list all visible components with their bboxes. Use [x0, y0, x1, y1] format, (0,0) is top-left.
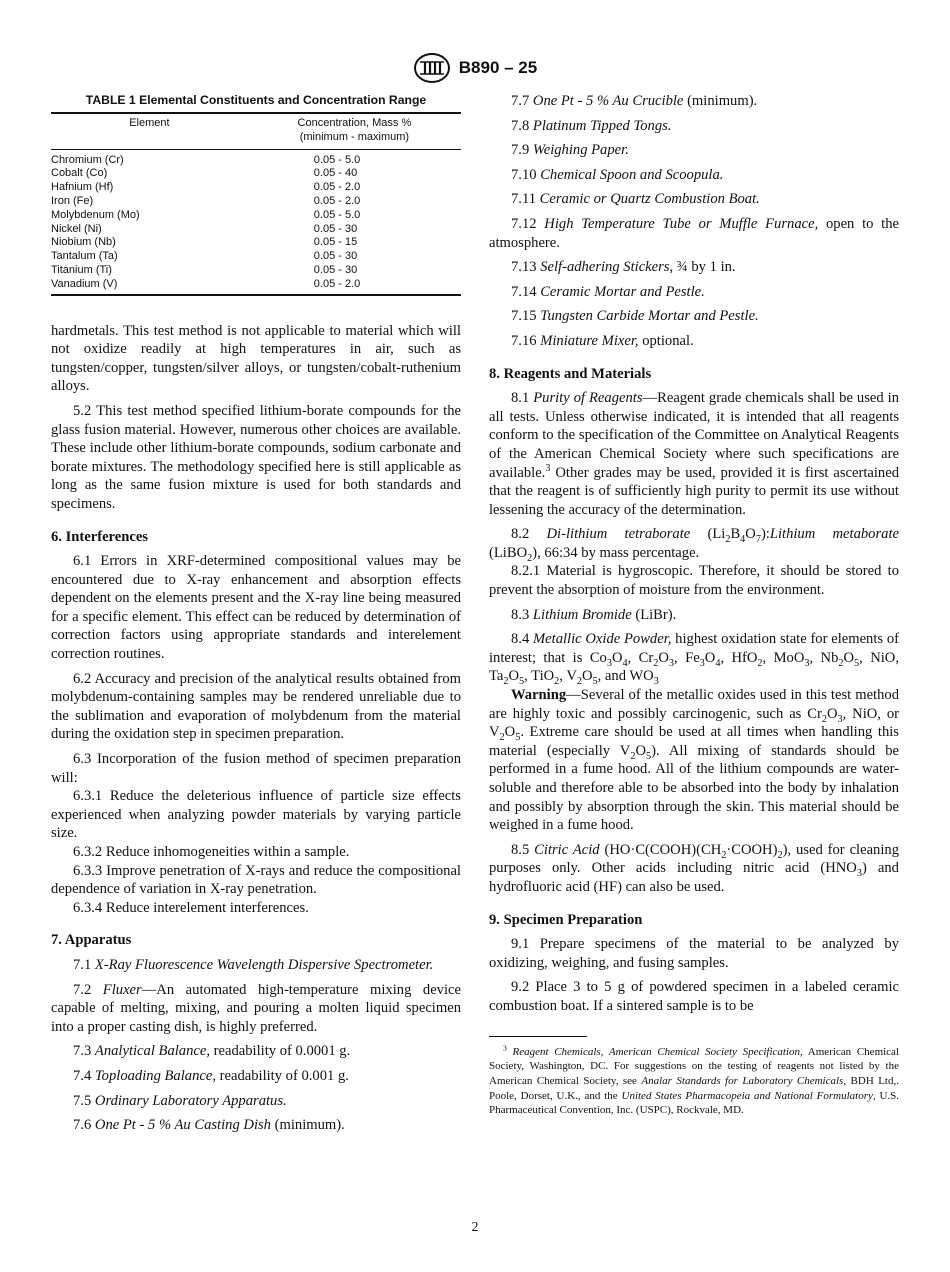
footnote-text-b: , BDH Ltd,. Poole, Dorset, U.K., and the — [489, 1074, 899, 1102]
warning-text-b: . Extreme care should be used at all times when handling this material (especially — [489, 724, 899, 759]
item-title: One Pt - 5 % Au Crucible — [532, 93, 684, 109]
apparatus-item — [489, 258, 899, 277]
item-title: Ordinary Laboratory Apparatus. — [94, 1092, 287, 1109]
paragraph-8-2-tail: , 66:34 by mass percentage. — [537, 544, 700, 561]
item-rest: ¾ by 1 in. — [673, 259, 736, 276]
item-number: 7.4 — [73, 1067, 92, 1084]
paragraph-6-3-4: 6.3.4 Reduce interelement interferences. — [73, 899, 309, 916]
paragraph-6-3-3: 6.3.3 Improve penetration of X-rays and reduce the compositional dependence of variation in X-ray penetration. — [51, 862, 461, 898]
item-title: Platinum Tipped Tongs. — [532, 117, 672, 134]
item-number: 7.3 — [73, 1043, 92, 1060]
paragraph-7-2-text: —An automated high-temperature mixing device capable of melting, mixing, and pouring a molten liquid specimen into a proper casting dish, is highly preferred. — [51, 981, 461, 1035]
paragraph-6-3: 6.3 Incorporation of the fusion method of specimen preparation will: — [51, 751, 461, 786]
apparatus-item — [51, 1042, 461, 1061]
right-column — [489, 92, 899, 1118]
paragraph-8-4-title: Metallic Oxide Powder, — [533, 631, 672, 648]
item-number: 7.16 — [511, 332, 537, 349]
apparatus-item — [51, 1092, 461, 1111]
item-rest: open to the atmosphere. — [489, 215, 899, 251]
item-title: One Pt - 5 % Au Casting Dish — [94, 1117, 271, 1134]
item-rest: readability of 0.0001 g. — [210, 1043, 351, 1060]
table-row — [51, 264, 461, 278]
item-number: 7.11 — [511, 191, 536, 208]
cell-element: Cobalt (Co) — [51, 167, 108, 180]
paragraph-9-1: 9.1 Prepare specimens of the material to be analyzed by oxidizing, weighing, and fusing samples. — [489, 936, 899, 971]
item-title: Miniature Mixer, — [540, 332, 639, 349]
apparatus-item — [489, 166, 899, 185]
table-body — [51, 149, 461, 294]
paragraph-8-3-rest: (LiBr). — [631, 606, 677, 623]
footnote-ref-3: 3 — [545, 462, 551, 474]
paragraph-7-2-number: 7.2 — [73, 981, 92, 998]
item-number: 7.9 — [511, 142, 530, 159]
cell-range: 0.05 - 2.0 — [313, 181, 361, 194]
apparatus-list-right — [489, 92, 899, 351]
item-title: Weighing Paper. — [532, 142, 629, 159]
apparatus-item — [489, 215, 899, 252]
item-title: Self-adhering Stickers, — [540, 259, 674, 276]
item-rest: readability of 0.001 g. — [215, 1067, 349, 1084]
paragraph-8-2-title-1: Di-lithium tetraborate — [546, 526, 691, 543]
paragraph-8-4-number: 8.4 — [511, 631, 530, 648]
paragraph-7-1-number: 7.1 — [73, 956, 92, 973]
footnote-title-1: Reagent Chemicals, American Chemical Society Specification, — [512, 1045, 803, 1058]
table-row — [51, 195, 461, 209]
apparatus-item — [51, 1116, 461, 1135]
paragraph-8-2-number: 8.2 — [511, 526, 530, 543]
cell-range: 0.05 - 2.0 — [248, 278, 461, 295]
paragraph-7-1 — [51, 956, 461, 975]
footnote-title-2: Analar Standards for Laboratory Chemicals — [641, 1074, 844, 1087]
left-column — [51, 92, 461, 1141]
apparatus-item — [489, 332, 899, 351]
table-row — [51, 181, 461, 195]
item-number: 7.8 — [511, 117, 530, 134]
cell-range: 0.05 - 40 — [313, 167, 358, 180]
paragraph-8-5-tail: and hydrofluoric acid (HF) can also be used. — [489, 860, 899, 895]
section-8-heading: 8. Reagents and Materials — [489, 365, 652, 382]
paragraph-8-5-rest: , used for cleaning purposes only. Other acids including nitric acid — [489, 841, 900, 877]
item-title: High Temperature Tube or Muffle Furnace, — [544, 215, 819, 232]
footnote-3 — [489, 1042, 900, 1119]
item-title: Ceramic Mortar and Pestle. — [540, 283, 705, 300]
paragraph-8-1-number: 8.1 — [511, 390, 530, 407]
cell-element: Vanadium (V) — [51, 278, 248, 295]
cell-element: Tantalum (Ta) — [51, 250, 118, 263]
item-rest: (minimum). — [683, 93, 758, 109]
paragraph-8-1-text-a: —Reagent grade chemicals shall be used in all tests. Unless otherwise indicated, it is intended that all reagents conform to the specification of the Committee on Analytical Reagents of the American Chemical Society where such specifications are available. — [489, 390, 899, 481]
item-title: Analytical Balance, — [94, 1043, 210, 1060]
apparatus-item — [489, 141, 899, 160]
cell-element: Nickel (Ni) — [51, 222, 102, 235]
paragraph-5-2: 5.2 This test method specified lithium-borate compounds for the glass fusion material. However, numerous other choices are available. These include other lithium-borate compounds, sodium carbonate and borate mixtures. The methodology specified here is still applicable as long as the same fusion mixture is used for both standards and specimens. — [51, 402, 461, 512]
table-row — [51, 167, 461, 181]
page-header — [0, 52, 950, 84]
table-row — [51, 278, 461, 295]
footnote-marker: 3 — [503, 1042, 507, 1052]
warning-text-a: —Several of the metallic oxides used in this test method are highly toxic and possibly carcinogenic, such as — [489, 687, 899, 722]
item-number: 7.5 — [73, 1092, 92, 1109]
apparatus-item — [489, 117, 899, 136]
footnote-title-3: United States Pharmacopeia and National Formulatory — [621, 1089, 873, 1102]
paragraph-7-1-title: X-Ray Fluorescence Wavelength Dispersive Spectrometer. — [94, 956, 434, 973]
cell-range: 0.05 - 30 — [313, 222, 358, 235]
cell-range: 0.05 - 30 — [313, 263, 358, 276]
paragraph-8-3-number: 8.3 — [511, 606, 530, 623]
apparatus-item — [51, 1067, 461, 1086]
col-header-element: Element — [51, 113, 248, 149]
paragraph-6-3-1: 6.3.1 Reduce the deleterious influence of particle size effects experienced when analyzing powder materials by varying particle size. — [51, 788, 461, 842]
cell-element: Niobium (Nb) — [51, 236, 116, 249]
item-rest: optional. — [638, 332, 694, 349]
warning-paragraph: Warning—Several of the metallic oxides used in this test method are highly toxic and possibly carcinogenic, such as $Cr_2O_3$, NiO, or $V_2O_5$. Extreme care should be used at all times when handling this material (especially $V_2O_5$). All mixing of standards should be performed in a fume hood. All of the lithium compounds are water-soluble and therefore able to be absorbed into the body by inhalation and possibly by absorption through the skin. This material should be weighed in a fume hood. — [489, 687, 899, 834]
cell-element: Hafnium (Hf) — [51, 181, 114, 194]
footnote-text-a: American Chemical Society, Washington, DC. For suggestions on the testing of reagents not listed by the American Chemical Society, see — [489, 1045, 899, 1087]
paragraph-6-3-2: 6.3.2 Reduce inhomogeneities within a sample. — [73, 844, 350, 860]
apparatus-item — [489, 307, 899, 326]
paragraph-8-1-text-b: Other grades may be used, provided it is first ascertained that the reagent is of sufficiently high purity to permit its use without lessening the accuracy of the determination. — [489, 464, 899, 518]
paragraph-8-3-title: Lithium Bromide — [532, 606, 632, 623]
paragraph-6-1: 6.1 Errors in XRF-determined compositional values may be encountered due to X-ray enhancement and absorption effects dependent on the elements present and the X-ray line being measured for a specific element. This effect can be reduced by determination of correction factors using appropriate standards and interelement correction routines. — [51, 553, 461, 663]
cell-range: 0.05 - 30 — [313, 250, 358, 263]
table-1 — [51, 92, 461, 296]
paragraph-8-2-1: 8.2.1 Material is hygroscopic. Therefore, it should be stored to prevent the absorption of moisture from the environment. — [489, 563, 899, 599]
footnote-text-c: , U.S. Pharmaceutical Convention, Inc. (USPC), Rockvale, MD. — [489, 1089, 900, 1117]
footnote-divider — [489, 1036, 587, 1037]
paragraph-8-2: 8.2 Di-lithium tetraborate $(Li_2B_4O_7):Lithium$ metaborate (LiBO$_2$), 66:34 by mass percentage. — [489, 526, 899, 564]
item-number: 7.14 — [511, 283, 537, 300]
warning-text-c: ). All mixing of standards should be performed in a fume hood. All of the lithium compounds are water-soluble and therefore able to be absorbed into the body by inhalation and possibly by absorption through the skin. This material should be weighed in a fume hood. — [489, 742, 899, 834]
apparatus-item — [489, 190, 899, 209]
section-9-heading: 9. Specimen Preparation — [489, 911, 643, 928]
item-title: Toploading Balance, — [94, 1067, 216, 1084]
paragraph-8-5: 8.5 Citric Acid $(HO\cdot C(COOH)(CH_2\cdot COOH)_2)$, used for cleaning purposes only. Other acids including nitric acid $(HNO_3)$ and hydrofluoric acid (HF) can also be used. — [489, 841, 900, 895]
col-header-concentration-line1: Concentration, Mass % — [297, 117, 412, 129]
page-number: 2 — [471, 1220, 479, 1235]
item-title: Tungsten Carbide Mortar and Pestle. — [540, 308, 759, 325]
cell-element: Chromium (Cr) — [51, 153, 124, 166]
table-row — [51, 149, 461, 167]
cell-element: Molybdenum (Mo) — [51, 208, 140, 221]
paragraph-8-4: 8.4 Metallic Oxide Powder, highest oxidation state for elements of interest; that is $Co_3O_4$, $Cr_2O_3$, $Fe_3O_4$, HfO$_2$, MoO$_3$, $Nb_2O_5$, NiO, $Ta_2O_5$, TiO$_2$, $V_2O_5$, and $WO_3$ — [489, 631, 899, 688]
cell-range: 0.05 - 2.0 — [313, 194, 361, 207]
item-number: 7.15 — [511, 308, 537, 325]
paragraph-8-5-title: Citric Acid — [534, 841, 600, 858]
warning-label: Warning — [511, 687, 567, 704]
paragraph-6-2: 6.2 Accuracy and precision of the analytical results obtained from molybdenum-containing samples may be rendered unreliable due to the sublimation and evaporation of molybdenum from the material during the oxidation step in specimen preparation. — [51, 670, 461, 743]
col-header-concentration — [248, 113, 461, 149]
apparatus-list-left — [51, 1042, 461, 1134]
astm-logo-icon — [413, 52, 451, 84]
item-number: 7.12 — [511, 215, 537, 232]
item-number: 7.6 — [73, 1117, 92, 1134]
table-row — [51, 250, 461, 264]
paragraph-9-2: 9.2 Place 3 to 5 g of powdered specimen in a labeled ceramic combustion boat. If a sintered sample is to be — [489, 979, 899, 1014]
section-7-heading: 7. Apparatus — [51, 932, 132, 949]
item-number: 7.10 — [511, 166, 537, 183]
apparatus-item — [489, 283, 899, 302]
paragraph-8-1-title: Purity of Reagents — [533, 390, 643, 407]
elements-table — [51, 112, 461, 296]
table-row — [51, 209, 461, 223]
paragraph-7-2 — [51, 981, 461, 1037]
cell-range: 0.05 - 15 — [313, 236, 358, 249]
paragraph-8-1 — [489, 389, 899, 519]
paragraph-8-3 — [489, 606, 899, 625]
table-row — [51, 223, 461, 237]
paragraph-8-5-number: 8.5 — [511, 841, 530, 858]
item-title: Ceramic or Quartz Combustion Boat. — [539, 191, 760, 208]
cell-element: Iron (Fe) — [51, 194, 94, 207]
cell-element: Titanium (Ti) — [51, 263, 112, 276]
item-number: 7.13 — [511, 259, 537, 276]
item-number: 7.7 — [511, 93, 530, 109]
apparatus-item — [489, 92, 899, 111]
cell-range: 0.05 - 5.0 — [313, 208, 361, 221]
paragraph-8-2-title-2: Lithium metaborate — [769, 526, 899, 543]
item-rest: (minimum). — [270, 1117, 345, 1134]
paragraph-7-2-title: Fluxer — [102, 981, 142, 998]
paragraph-5-1-continued: hardmetals. This test method is not applicable to material which will not oxidize readily at high temperatures in air, such as tungsten/copper, tungsten/silver alloys, or tungsten/cobalt-ruthenium alloys. — [51, 322, 461, 395]
col-header-concentration-line2: (minimum - maximum) — [299, 130, 410, 143]
table-caption: TABLE 1 Elemental Constituents and Concentration Range — [85, 93, 427, 107]
paragraph-8-4-rest: highest oxidation state for elements of interest; that is — [489, 631, 899, 666]
cell-range: 0.05 - 5.0 — [313, 153, 361, 166]
section-6-heading: 6. Interferences — [51, 528, 148, 545]
item-title: Chemical Spoon and Scoopula. — [540, 166, 724, 183]
document-designation: B890 – 25 — [458, 58, 538, 77]
table-row — [51, 236, 461, 250]
